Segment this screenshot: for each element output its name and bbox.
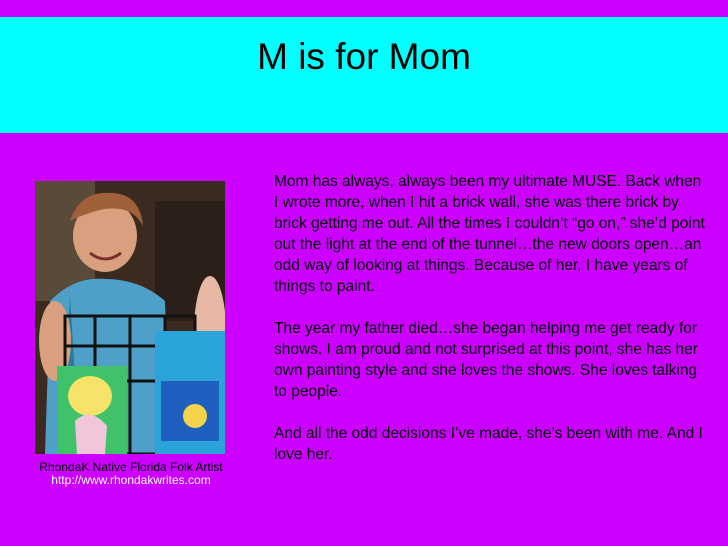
photo-caption: RhondaK Native Florida Folk Artist — [39, 460, 223, 474]
photo-caption-block — [30, 461, 232, 487]
website-link[interactable]: http://www.rhondakwrites.com — [51, 473, 211, 487]
paragraph-muse: Mom has always, always been my ultimate MUSE. Back when I wrote more, when I hit a brick wall, she was there brick by brick getting me out. All the times I couldn’t “go on,” she’d point out the light at the end of the tunnel…the new doors open…an odd way of looking at things. Because of her, I have years of things to paint. — [274, 173, 705, 295]
paragraph-father: The year my father died…she began helping me get ready for shows. I am proud and not surprised at this point, she has her own painting style and she loves the shows. She loves talking to people. — [274, 320, 698, 400]
slide-title: M is for Mom — [257, 36, 471, 77]
top-border — [0, 0, 728, 17]
photo-illustration — [35, 181, 225, 454]
paragraph-closing: And all the odd decisions I’ve made, she’s been with me. And I love her. — [274, 425, 703, 463]
photo-of-mom — [35, 181, 225, 454]
body-text — [274, 171, 706, 486]
